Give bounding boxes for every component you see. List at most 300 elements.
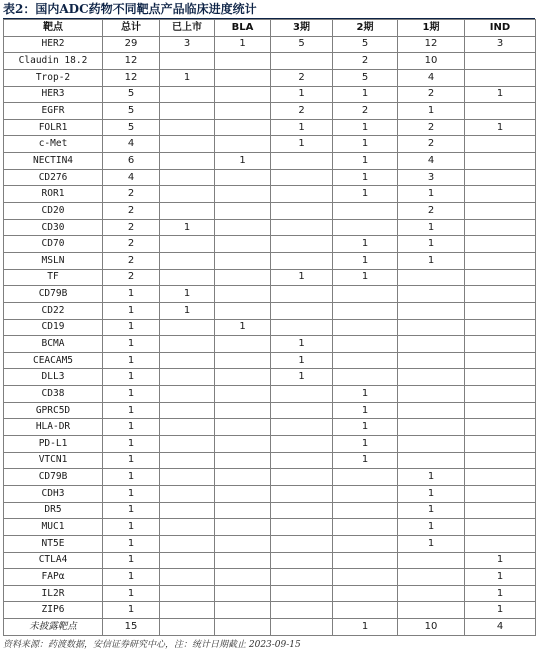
table-row: [4, 535, 536, 552]
phase1-cell: [398, 352, 465, 369]
ind-cell: [465, 386, 536, 403]
phase3-cell: [271, 186, 333, 203]
table-row: [4, 169, 536, 186]
phase1-cell: 1: [398, 236, 465, 253]
marketed-cell: 3: [160, 36, 215, 53]
bla-cell: [215, 419, 271, 436]
phase3-cell: [271, 236, 333, 253]
marketed-cell: [160, 186, 215, 203]
phase3-cell: [271, 535, 333, 552]
total-cell: 1: [103, 302, 160, 319]
phase1-cell: [398, 336, 465, 353]
marketed-cell: [160, 485, 215, 502]
marketed-cell: [160, 53, 215, 70]
marketed-cell: [160, 419, 215, 436]
marketed-cell: [160, 619, 215, 636]
bla-cell: [215, 69, 271, 86]
target-cell: DLL3: [4, 369, 103, 386]
total-cell: 5: [103, 119, 160, 136]
ind-cell: [465, 469, 536, 486]
total-cell: 2: [103, 203, 160, 220]
marketed-cell: 1: [160, 302, 215, 319]
header-target: 靶点: [4, 20, 103, 37]
ind-cell: [465, 452, 536, 469]
table-row: [4, 469, 536, 486]
bla-cell: [215, 269, 271, 286]
marketed-cell: 1: [160, 69, 215, 86]
ind-cell: [465, 186, 536, 203]
target-cell: NT5E: [4, 535, 103, 552]
phase2-cell: 1: [333, 619, 398, 636]
phase1-cell: 4: [398, 69, 465, 86]
marketed-cell: [160, 319, 215, 336]
ind-cell: [465, 269, 536, 286]
target-cell: NECTIN4: [4, 153, 103, 170]
phase2-cell: 1: [333, 153, 398, 170]
phase1-cell: [398, 569, 465, 586]
target-cell: CD276: [4, 169, 103, 186]
bla-cell: [215, 436, 271, 453]
total-cell: 1: [103, 519, 160, 536]
phase1-cell: 1: [398, 252, 465, 269]
phase1-cell: 10: [398, 619, 465, 636]
phase3-cell: 1: [271, 119, 333, 136]
phase3-cell: [271, 252, 333, 269]
phase2-cell: [333, 319, 398, 336]
marketed-cell: [160, 369, 215, 386]
target-cell: CD79B: [4, 286, 103, 303]
bla-cell: 1: [215, 36, 271, 53]
phase2-cell: [333, 585, 398, 602]
bla-cell: [215, 585, 271, 602]
phase3-cell: [271, 485, 333, 502]
phase2-cell: [333, 552, 398, 569]
table-row: [4, 203, 536, 220]
phase1-cell: [398, 452, 465, 469]
ind-cell: 4: [465, 619, 536, 636]
marketed-cell: [160, 252, 215, 269]
table-row: [4, 419, 536, 436]
target-cell: CD30: [4, 219, 103, 236]
target-cell: HER2: [4, 36, 103, 53]
phase2-cell: 1: [333, 236, 398, 253]
marketed-cell: [160, 585, 215, 602]
target-cell: CD38: [4, 386, 103, 403]
header-phase1: 1期: [398, 20, 465, 37]
phase3-cell: 2: [271, 103, 333, 120]
phase3-cell: 1: [271, 352, 333, 369]
table-row: [4, 269, 536, 286]
phase3-cell: [271, 319, 333, 336]
marketed-cell: [160, 469, 215, 486]
phase3-cell: [271, 569, 333, 586]
target-cell: HER3: [4, 86, 103, 103]
phase2-cell: [333, 519, 398, 536]
phase3-cell: 1: [271, 136, 333, 153]
phase1-cell: 1: [398, 469, 465, 486]
bla-cell: 1: [215, 153, 271, 170]
phase2-cell: [333, 469, 398, 486]
marketed-cell: [160, 352, 215, 369]
phase3-cell: 1: [271, 86, 333, 103]
table-row: [4, 69, 536, 86]
bla-cell: [215, 103, 271, 120]
bla-cell: [215, 53, 271, 70]
table-row: [4, 519, 536, 536]
phase2-cell: [333, 203, 398, 220]
target-cell: FAPα: [4, 569, 103, 586]
total-cell: 2: [103, 219, 160, 236]
ind-cell: [465, 169, 536, 186]
target-cell: FOLR1: [4, 119, 103, 136]
phase2-cell: [333, 602, 398, 619]
table-row: [4, 53, 536, 70]
phase3-cell: [271, 419, 333, 436]
bla-cell: [215, 119, 271, 136]
table-row: [4, 502, 536, 519]
phase1-cell: [398, 585, 465, 602]
marketed-cell: [160, 552, 215, 569]
target-cell: CD79B: [4, 469, 103, 486]
bla-cell: [215, 502, 271, 519]
target-cell: PD-L1: [4, 436, 103, 453]
phase3-cell: 1: [271, 336, 333, 353]
target-cell: MUC1: [4, 519, 103, 536]
bla-cell: [215, 535, 271, 552]
ind-cell: 1: [465, 585, 536, 602]
total-cell: 1: [103, 585, 160, 602]
marketed-cell: [160, 169, 215, 186]
phase2-cell: [333, 369, 398, 386]
total-cell: 1: [103, 402, 160, 419]
phase1-cell: 2: [398, 136, 465, 153]
table-row: [4, 602, 536, 619]
phase1-cell: [398, 436, 465, 453]
ind-cell: [465, 252, 536, 269]
bla-cell: [215, 136, 271, 153]
phase3-cell: [271, 386, 333, 403]
header-total: 总计: [103, 20, 160, 37]
total-cell: 6: [103, 153, 160, 170]
marketed-cell: [160, 535, 215, 552]
ind-cell: 1: [465, 569, 536, 586]
marketed-cell: [160, 269, 215, 286]
table-row: [4, 186, 536, 203]
phase2-cell: [333, 502, 398, 519]
marketed-cell: [160, 402, 215, 419]
total-cell: 2: [103, 236, 160, 253]
marketed-cell: [160, 153, 215, 170]
phase1-cell: 3: [398, 169, 465, 186]
ind-cell: [465, 485, 536, 502]
table-row: [4, 252, 536, 269]
phase2-cell: [333, 352, 398, 369]
bla-cell: [215, 552, 271, 569]
marketed-cell: 1: [160, 286, 215, 303]
header-bla: BLA: [215, 20, 271, 37]
total-cell: 2: [103, 269, 160, 286]
phase3-cell: [271, 436, 333, 453]
ind-cell: 1: [465, 602, 536, 619]
total-cell: 1: [103, 485, 160, 502]
table-row: [4, 153, 536, 170]
ind-cell: 1: [465, 119, 536, 136]
target-cell: VTCN1: [4, 452, 103, 469]
phase3-cell: 1: [271, 369, 333, 386]
phase2-cell: 1: [333, 419, 398, 436]
ind-cell: [465, 286, 536, 303]
ind-cell: [465, 203, 536, 220]
phase3-cell: [271, 469, 333, 486]
phase2-cell: 1: [333, 269, 398, 286]
table-row: [4, 619, 536, 636]
phase1-cell: 1: [398, 535, 465, 552]
bla-cell: [215, 86, 271, 103]
marketed-cell: [160, 569, 215, 586]
marketed-cell: [160, 236, 215, 253]
ind-cell: 3: [465, 36, 536, 53]
total-cell: 1: [103, 352, 160, 369]
total-cell: 15: [103, 619, 160, 636]
total-cell: 12: [103, 53, 160, 70]
phase1-cell: 1: [398, 519, 465, 536]
phase2-cell: 1: [333, 386, 398, 403]
phase2-cell: 1: [333, 119, 398, 136]
phase3-cell: [271, 302, 333, 319]
table-row: [4, 86, 536, 103]
total-cell: 12: [103, 69, 160, 86]
phase3-cell: [271, 169, 333, 186]
phase2-cell: [333, 286, 398, 303]
marketed-cell: [160, 119, 215, 136]
table-row: [4, 302, 536, 319]
bla-cell: [215, 252, 271, 269]
bla-cell: [215, 286, 271, 303]
total-cell: 1: [103, 535, 160, 552]
target-cell: CD22: [4, 302, 103, 319]
header-phase3: 3期: [271, 20, 333, 37]
phase1-cell: 1: [398, 502, 465, 519]
total-cell: 1: [103, 336, 160, 353]
target-cell: DR5: [4, 502, 103, 519]
target-cell: BCMA: [4, 336, 103, 353]
table-row: [4, 436, 536, 453]
bla-cell: [215, 602, 271, 619]
phase1-cell: [398, 552, 465, 569]
phase3-cell: 5: [271, 36, 333, 53]
phase2-cell: 1: [333, 252, 398, 269]
bla-cell: [215, 352, 271, 369]
total-cell: 1: [103, 369, 160, 386]
marketed-cell: [160, 502, 215, 519]
table-row: [4, 136, 536, 153]
table-row: [4, 36, 536, 53]
total-cell: 2: [103, 186, 160, 203]
ind-cell: [465, 319, 536, 336]
target-cell: Trop-2: [4, 69, 103, 86]
phase1-cell: 2: [398, 203, 465, 220]
phase3-cell: [271, 585, 333, 602]
ind-cell: [465, 236, 536, 253]
target-cell: IL2R: [4, 585, 103, 602]
phase2-cell: 1: [333, 169, 398, 186]
target-cell: TF: [4, 269, 103, 286]
ind-cell: [465, 53, 536, 70]
target-cell: 未披露靶点: [4, 619, 103, 636]
bla-cell: [215, 485, 271, 502]
phase2-cell: [333, 535, 398, 552]
total-cell: 2: [103, 252, 160, 269]
table-row: [4, 452, 536, 469]
target-cell: GPRC5D: [4, 402, 103, 419]
table-row: [4, 402, 536, 419]
bla-cell: [215, 302, 271, 319]
target-cell: CD70: [4, 236, 103, 253]
total-cell: 4: [103, 136, 160, 153]
phase2-cell: 1: [333, 436, 398, 453]
bla-cell: [215, 369, 271, 386]
phase2-cell: 5: [333, 69, 398, 86]
total-cell: 1: [103, 436, 160, 453]
total-cell: 1: [103, 602, 160, 619]
table-row: [4, 386, 536, 403]
marketed-cell: [160, 452, 215, 469]
header-marketed: 已上市: [160, 20, 215, 37]
marketed-cell: [160, 103, 215, 120]
phase2-cell: 1: [333, 402, 398, 419]
phase1-cell: 12: [398, 36, 465, 53]
total-cell: 1: [103, 286, 160, 303]
phase3-cell: [271, 602, 333, 619]
target-cell: HLA-DR: [4, 419, 103, 436]
bla-cell: [215, 203, 271, 220]
target-cell: MSLN: [4, 252, 103, 269]
phase3-cell: [271, 219, 333, 236]
ind-cell: [465, 352, 536, 369]
total-cell: 5: [103, 103, 160, 120]
bla-cell: [215, 452, 271, 469]
phase3-cell: [271, 619, 333, 636]
ind-cell: [465, 302, 536, 319]
phase1-cell: 2: [398, 119, 465, 136]
phase3-cell: [271, 452, 333, 469]
marketed-cell: [160, 136, 215, 153]
table-row: [4, 369, 536, 386]
bla-cell: 1: [215, 319, 271, 336]
bla-cell: [215, 469, 271, 486]
target-cell: CTLA4: [4, 552, 103, 569]
ind-cell: [465, 136, 536, 153]
table-row: [4, 336, 536, 353]
ind-cell: [465, 436, 536, 453]
phase2-cell: [333, 569, 398, 586]
bla-cell: [215, 386, 271, 403]
target-cell: c-Met: [4, 136, 103, 153]
header-ind: IND: [465, 20, 536, 37]
table-row: [4, 219, 536, 236]
target-cell: CD19: [4, 319, 103, 336]
phase1-cell: 1: [398, 186, 465, 203]
ind-cell: [465, 419, 536, 436]
marketed-cell: [160, 602, 215, 619]
total-cell: 5: [103, 86, 160, 103]
total-cell: 1: [103, 569, 160, 586]
table-body: [4, 36, 536, 635]
phase1-cell: [398, 302, 465, 319]
ind-cell: 1: [465, 552, 536, 569]
phase1-cell: [398, 369, 465, 386]
phase3-cell: [271, 402, 333, 419]
phase1-cell: [398, 419, 465, 436]
table-row: [4, 552, 536, 569]
phase1-cell: 1: [398, 219, 465, 236]
phase2-cell: 5: [333, 36, 398, 53]
ind-cell: [465, 69, 536, 86]
phase2-cell: 2: [333, 53, 398, 70]
phase2-cell: 1: [333, 452, 398, 469]
phase2-cell: 2: [333, 103, 398, 120]
ind-cell: 1: [465, 86, 536, 103]
bla-cell: [215, 519, 271, 536]
phase2-cell: 1: [333, 136, 398, 153]
marketed-cell: [160, 436, 215, 453]
bla-cell: [215, 236, 271, 253]
phase1-cell: 1: [398, 485, 465, 502]
bla-cell: [215, 186, 271, 203]
phase1-cell: 1: [398, 103, 465, 120]
bla-cell: [215, 569, 271, 586]
marketed-cell: [160, 519, 215, 536]
phase3-cell: [271, 53, 333, 70]
marketed-cell: [160, 203, 215, 220]
total-cell: 1: [103, 452, 160, 469]
table-row: [4, 352, 536, 369]
table-row: [4, 236, 536, 253]
target-cell: Claudin 18.2: [4, 53, 103, 70]
table-row: [4, 485, 536, 502]
bla-cell: [215, 619, 271, 636]
table-row: [4, 286, 536, 303]
ind-cell: [465, 219, 536, 236]
phase1-cell: [398, 319, 465, 336]
phase3-cell: [271, 153, 333, 170]
phase2-cell: [333, 336, 398, 353]
phase3-cell: [271, 286, 333, 303]
phase2-cell: 1: [333, 86, 398, 103]
ind-cell: [465, 336, 536, 353]
phase2-cell: [333, 302, 398, 319]
marketed-cell: [160, 336, 215, 353]
phase2-cell: 1: [333, 186, 398, 203]
phase1-cell: [398, 386, 465, 403]
table-row: [4, 585, 536, 602]
phase3-cell: 1: [271, 269, 333, 286]
ind-cell: [465, 502, 536, 519]
ind-cell: [465, 535, 536, 552]
ind-cell: [465, 369, 536, 386]
phase1-cell: 2: [398, 86, 465, 103]
total-cell: 1: [103, 419, 160, 436]
table-row: [4, 319, 536, 336]
total-cell: 1: [103, 469, 160, 486]
ind-cell: [465, 402, 536, 419]
total-cell: 1: [103, 502, 160, 519]
total-cell: 29: [103, 36, 160, 53]
bla-cell: [215, 219, 271, 236]
phase1-cell: [398, 269, 465, 286]
clinical-progress-table: [3, 19, 536, 636]
phase1-cell: [398, 602, 465, 619]
